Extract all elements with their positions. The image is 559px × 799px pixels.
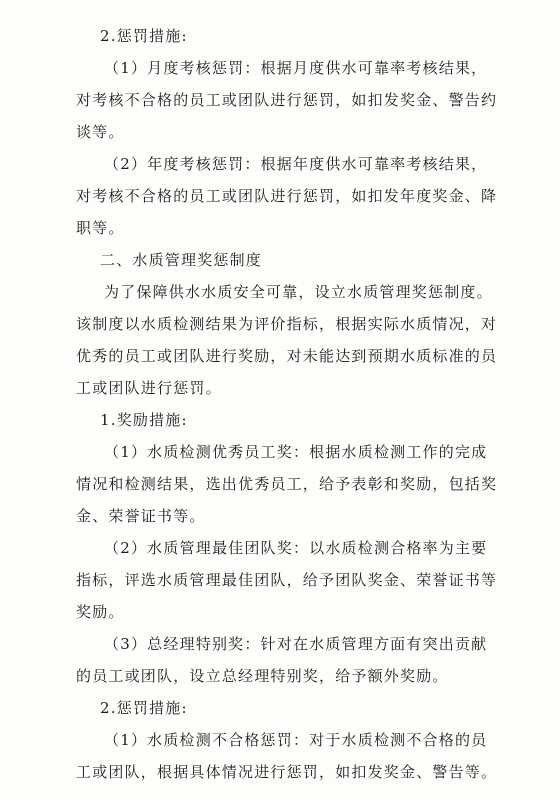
paragraph-line: （2）水质管理最佳团队奖：以水质检测合格率为主要 (104, 539, 488, 557)
paragraph-line: 工或团队，根据具体情况进行惩罚，如扣发奖金、警告等。 (76, 763, 498, 781)
paragraph-line: （2）年度考核惩罚：根据年度供水可靠率考核结果， (104, 155, 488, 173)
paragraph-line: 指标，评选水质管理最佳团队，给予团队奖金、荣誉证书等 (76, 571, 498, 589)
paragraph-line: 对考核不合格的员工或团队进行惩罚，如扣发奖金、警告约 (76, 91, 498, 109)
paragraph-line: 为了保障供水水质安全可靠，设立水质管理奖惩制度。 (104, 283, 493, 301)
section-heading-reward: 1.奖励措施: (100, 411, 188, 429)
paragraph-line: 职等。 (76, 219, 125, 237)
paragraph-line: 工或团队进行惩罚。 (76, 379, 222, 397)
paragraph-line: （3）总经理特别奖：针对在水质管理方面有突出贡献 (104, 635, 488, 653)
paragraph-line: （1）月度考核惩罚：根据月度供水可靠率考核结果， (104, 59, 488, 77)
paragraph-line: 情况和检测结果，选出优秀员工，给予表彰和奖励，包括奖 (76, 475, 498, 493)
paragraph-line: 谈等。 (76, 123, 125, 141)
section-heading-penalty-2: 2.惩罚措施: (100, 699, 188, 717)
paragraph-line: 奖励。 (76, 603, 125, 621)
section-heading-penalty: 2.惩罚措施: (100, 27, 188, 45)
paragraph-line: （1）水质检测优秀员工奖：根据水质检测工作的完成 (104, 443, 488, 461)
section-heading-water-quality: 二、水质管理奖惩制度 (100, 251, 263, 269)
paragraph-line: 对考核不合格的员工或团队进行惩罚，如扣发年度奖金、降 (76, 187, 498, 205)
paragraph-line: 该制度以水质检测结果为评价指标，根据实际水质情况，对 (76, 315, 498, 333)
paragraph-line: （1）水质检测不合格惩罚：对于水质检测不合格的员 (104, 731, 488, 749)
paragraph-line: 优秀的员工或团队进行奖励，对未能达到预期水质标准的员 (76, 347, 498, 365)
paragraph-line: 金、荣誉证书等。 (76, 507, 206, 525)
paragraph-line: 的员工或团队，设立总经理特别奖，给予额外奖励。 (76, 667, 449, 685)
